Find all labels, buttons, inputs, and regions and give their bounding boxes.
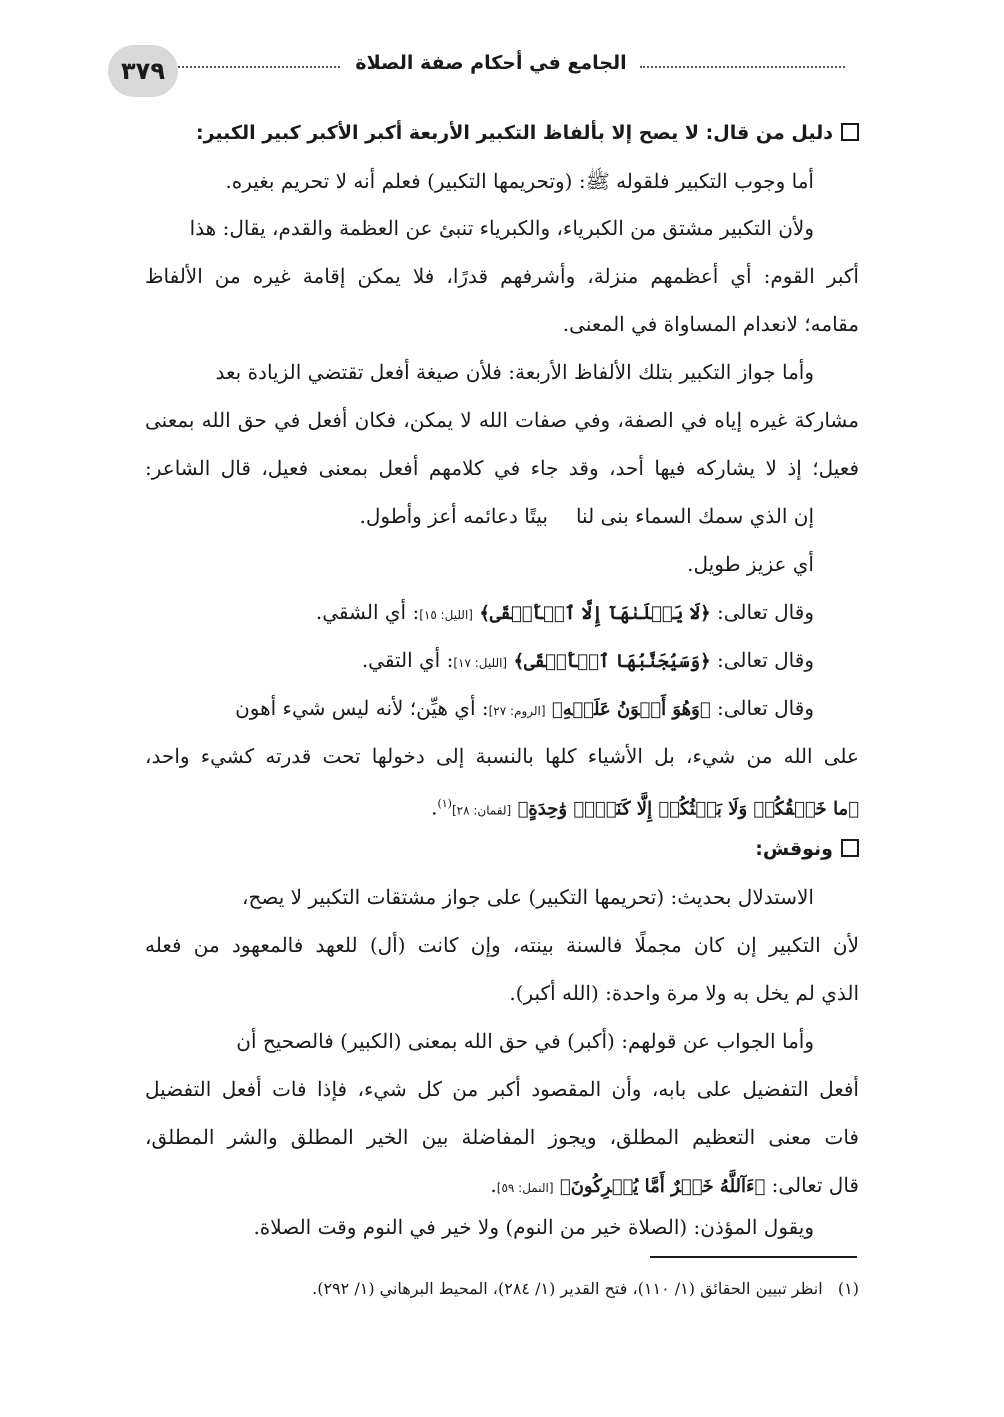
paragraph-line: مقامه؛ لانعدام المساواة في المعنى. [562,312,859,336]
quran-citation-line [362,645,814,675]
verse-reference: [الليل: ١٥] [419,608,473,622]
paragraph-line: فعيل؛ إذ لا يشاركه فيها أحد، وقد جاء في كلامهم أفعل بمعنى فعيل، قال الشاعر: [145,456,859,480]
citation-intro: وقال تعالى: [716,648,814,672]
footnote [312,1276,859,1302]
citation-intro: قال تعالى: [771,1173,859,1197]
verse-reference: [لقمان: ٢٨] [451,803,512,818]
heading-text: دليل من قال: لا يصح إلا بألفاظ التكبير الأربعة أكبر الأكبر كبير الكبير: [196,122,833,144]
paragraph-line: أفعل التفضيل على بابه، وأن المقصود أكبر من كل شيء، فإذا فات أفعل التفضيل [145,1077,859,1101]
section-heading-discussion [755,834,859,864]
paragraph-line: لأن التكبير إن كان مجملًا فالسنة بينته، وإن كانت (أل) للعهد فالمعهود من فعله [145,933,859,957]
citation-intro: وقال تعالى: [716,600,814,624]
footnote-marker[interactable]: (١) [437,797,452,810]
verse-first-hemistich: إن الذي سمك السماء بنى لنا [575,504,814,528]
quran-citation-line [316,597,814,627]
citation-gloss: : أي الشقي. [315,600,420,624]
header-divider-left [178,66,340,68]
paragraph-line: ولأن التكبير مشتق من الكبرياء، والكبرياء تنبئ عن العظمة والقدم، يقال: هذا [189,216,814,240]
paragraph-line: الذي لم يخل به ولا مرة واحدة: (الله أكبر). [509,981,859,1005]
paragraph-line: وأما الجواب عن قولهم: (أكبر) في حق الله بمعنى (الكبير) فالصحيح أن [236,1029,814,1053]
citation-intro: وقال تعالى: [716,696,814,720]
paragraph-line: الاستدلال بحديث: (تحريمها التكبير) على جواز مشتقات التكبير لا يصح، [241,885,814,909]
paragraph-line: وأما جواز التكبير بتلك الألفاظ الأربعة: فلأن صيغة أفعل تقتضي الزيادة بعد [215,360,814,384]
quran-verse: ﴿لَا يَصۡلَىٰهَآ إِلَّا ٱلۡأَشۡقَى﴾ [479,603,711,624]
header-divider-right [640,66,845,68]
quran-verse: ﴿ءَآللَّهُ خَيۡرٌ أَمَّا يُشۡرِكُونَ﴾ [559,1176,766,1197]
heading-text: ونوقش: [755,838,833,860]
paragraph-line: ويقول المؤذن: (الصلاة خير من النوم) ولا خير في النوم وقت الصلاة. [253,1215,814,1239]
quran-verse: ﴿وَسَيُجَنَّبُهَا ٱلۡأَتۡقَى﴾ [513,651,711,672]
checkbox-bullet-icon [841,123,859,141]
paragraph-line: أي عزيز طويل. [687,552,814,576]
quran-citation-line [490,1170,859,1200]
paragraph-line: على الله من شيء، بل الأشياء كلها بالنسبة إلى دخولها تحت قدرته كشيء واحد، [145,744,859,768]
footnote-separator [650,1256,857,1258]
book-title: الجامع في أحكام صفة الصلاة [355,52,627,74]
footnote-number: (١) [837,1279,859,1298]
citation-gloss: : أي التقي. [361,648,454,672]
verse-second-hemistich: بيتًا دعائمه أعز وأطول. [359,504,548,528]
sentence-end: . [431,795,438,820]
verse-reference: [الروم: ٢٧] [488,704,546,718]
verse-reference: [النمل: ٥٩] [496,1181,554,1195]
quran-citation-line [235,693,814,723]
verse-reference: [الليل: ١٧] [453,656,508,670]
paragraph-line: أما وجوب التكبير فلقوله ﷺ: (وتحريمها التكبير) فعلم أنه لا تحريم بغيره. [225,169,814,193]
paragraph-line: مشاركة غيره إياه في الصفة، وفي صفات الله لا يمكن، فكان أفعل في حق الله بمعنى [145,408,859,432]
section-heading-evidence [196,118,859,148]
quran-citation-line [431,789,859,819]
citation-gloss: : أي هيِّن؛ لأنه ليس شيء أهون [235,696,489,720]
checkbox-bullet-icon [841,839,859,857]
paragraph-line: فات معنى التعظيم المطلق، ويجوز المفاضلة بين الخير المطلق والشر المطلق، [145,1125,859,1149]
footnote-text: انظر تبيين الحقائق (١/ ١١٠)، فتح القدير (١/ ٢٨٤)، المحيط البرهاني (١/ ٢٩٢). [312,1279,823,1298]
paragraph-line: أكبر القوم: أي أعظمهم منزلة، وأشرفهم قدرًا، فلا يمكن إقامة غيره من الألفاظ [145,264,859,288]
poetry-verse [359,501,814,531]
quran-verse: ﴿وَهُوَ أَهۡوَنُ عَلَيۡهِ﴾ [551,699,711,720]
quran-verse: ﴿ما خَلۡقُكُمۡ وَلَا بَعۡثُكُمۡ إِلَّا كَنَفۡسٖ وَٰحِدَةٍ﴾ [517,798,859,820]
sentence-end: . [490,1173,497,1197]
page-number: ٣٧٩ [108,45,178,97]
